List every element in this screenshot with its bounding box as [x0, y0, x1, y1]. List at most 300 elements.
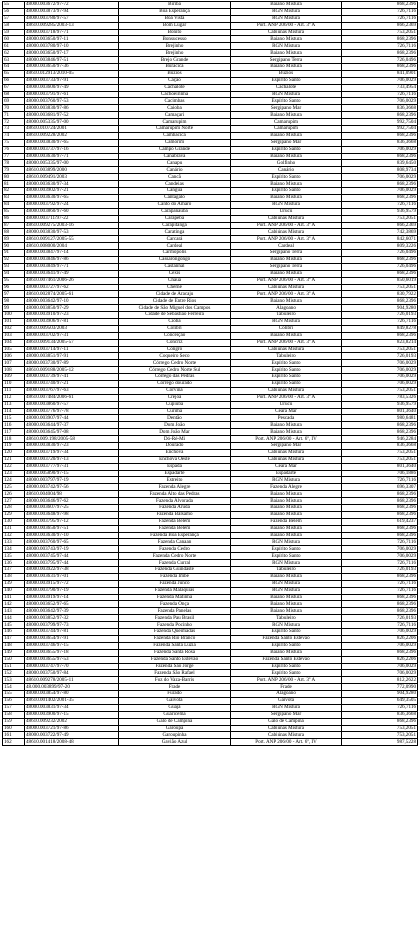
field-name-cell: Dom João Mar: [119, 429, 231, 436]
process-number-cell: 48.000.003899/97-20: [25, 684, 119, 691]
price-value-cell: 753,2051: [342, 387, 418, 394]
reference-stream-cell: Sergipano Terra: [231, 263, 342, 270]
row-number-cell: 141: [3, 594, 25, 601]
field-name-cell: Cidade de Aracaju: [119, 291, 231, 298]
row-number-cell: 117: [3, 429, 25, 436]
field-name-cell: Dom João: [119, 422, 231, 429]
price-value-cell: 868,2396: [342, 532, 418, 539]
reference-stream-cell: Tabuleiro: [231, 615, 342, 622]
price-value-cell: 946,2284: [342, 436, 418, 443]
row-number-cell: 68: [3, 91, 25, 98]
field-name-cell: Candeias: [119, 181, 231, 188]
field-name-cell: Fazenda Bálsamo: [119, 511, 231, 518]
table-row: [3, 284, 418, 291]
reference-stream-cell: Port. ANP 206/00 - Art. 3º A: [231, 277, 342, 284]
process-number-cell: 48000.003900/97-15: [25, 711, 119, 718]
field-name-cell: Garoupinha: [119, 732, 231, 739]
price-value-cell: 936,9579: [342, 401, 418, 408]
process-number-cell: 48000.003641/97-49: [25, 270, 119, 277]
row-number-cell: 86: [3, 215, 25, 222]
field-name-cell: Boa Esperança: [119, 8, 231, 15]
process-number-cell: 48610.003899/2000: [25, 167, 119, 174]
price-value-cell: 706,0029: [342, 629, 418, 636]
process-number-cell: 48610.007484/2006-61: [25, 394, 119, 401]
price-value-cell: 696,3307: [342, 484, 418, 491]
field-name-cell: Cidade de Sebastião Ferreira: [119, 312, 231, 319]
field-name-cell: Fazenda Alegre: [119, 484, 231, 491]
process-number-cell: 48000.003747/97-70: [25, 663, 119, 670]
reference-stream-cell: Cardeal: [231, 243, 342, 250]
process-number-cell: 48000.003767/97-63: [25, 387, 119, 394]
row-number-cell: 111: [3, 387, 25, 394]
reference-stream-cell: Baiano Mistura: [231, 573, 342, 580]
table-row: [3, 229, 418, 236]
row-number-cell: 60: [3, 36, 25, 43]
field-name-cell: Coqueiro Seco: [119, 353, 231, 360]
field-name-cell: Cidade de Entre Rios: [119, 298, 231, 305]
row-number-cell: 115: [3, 415, 25, 422]
table-row: [3, 167, 418, 174]
row-number-cell: 90: [3, 243, 25, 250]
field-name-cell: Dentão: [119, 415, 231, 422]
row-number-cell: 135: [3, 553, 25, 560]
process-number-cell: 48000.003830/97-65: [25, 139, 119, 146]
field-name-cell: Fazenda Onça: [119, 601, 231, 608]
field-name-cell: Cassarongongo: [119, 256, 231, 263]
price-value-cell: 836,3668: [342, 139, 418, 146]
reference-stream-cell: RGN Mistura: [231, 560, 342, 567]
row-number-cell: 78: [3, 160, 25, 167]
price-value-cell: 753,2051: [342, 449, 418, 456]
table-row: [3, 408, 418, 415]
price-value-cell: 726,0496: [342, 263, 418, 270]
row-number-cell: 158: [3, 711, 25, 718]
reference-stream-cell: Baiano Mistura: [231, 422, 342, 429]
reference-stream-cell: Cabiúnas Mistura: [231, 449, 342, 456]
process-number-cell: 48000.003646/97-62: [25, 498, 119, 505]
process-number-cell: 48610.009134/2005-57: [25, 339, 119, 346]
price-value-cell: 823,8214: [342, 339, 418, 346]
row-number-cell: 147: [3, 635, 25, 642]
row-number-cell: 56: [3, 8, 25, 15]
table-row: [3, 298, 418, 305]
reference-stream-cell: Espírito Santo: [231, 146, 342, 153]
table-row: [3, 725, 418, 732]
row-number-cell: 139: [3, 580, 25, 587]
price-value-cell: 801,3640: [342, 463, 418, 470]
price-value-cell: 830,7922: [342, 291, 418, 298]
reference-stream-cell: Baiano Mistura: [231, 601, 342, 608]
table-row: [3, 429, 418, 436]
reference-stream-cell: Baiano Mistura: [231, 491, 342, 498]
table-row: [3, 353, 418, 360]
price-value-cell: 841,0901: [342, 70, 418, 77]
field-name-cell: Fazenda Queimadas: [119, 629, 231, 636]
field-name-cell: Canapu: [119, 160, 231, 167]
process-number-cell: 48610.009232/2002: [25, 718, 119, 725]
process-number-cell: 48610.009188/2005-12: [25, 367, 119, 374]
row-number-cell: 69: [3, 98, 25, 105]
price-value-cell: 726,7116: [342, 560, 418, 567]
process-number-cell: 48000.003797/97-19: [25, 477, 119, 484]
price-value-cell: 836,3668: [342, 711, 418, 718]
row-number-cell: 73: [3, 126, 25, 133]
field-name-cell: Gavião Azul: [119, 739, 231, 746]
table-row: [3, 91, 418, 98]
field-price-table: [2, 1, 418, 746]
price-value-cell: 706,0029: [342, 360, 418, 367]
table-row: [3, 160, 418, 167]
row-number-cell: 100: [3, 312, 25, 319]
reference-stream-cell: Baiano Mistura: [231, 532, 342, 539]
table-row: [3, 546, 418, 553]
process-number-cell: 48000.003792/97-24: [25, 201, 119, 208]
process-number-cell: 48000.005335/97-00: [25, 160, 119, 167]
row-number-cell: 71: [3, 112, 25, 119]
field-name-cell: Cantagalo: [119, 194, 231, 201]
process-number-cell: 48000.003777/97-31: [25, 463, 119, 470]
reference-stream-cell: Tabuleiro: [231, 353, 342, 360]
process-number-cell: 48000.003650/97-11: [25, 36, 119, 43]
price-value-cell: 726,7116: [342, 622, 418, 629]
process-number-cell: 48000.003846/97-51: [25, 57, 119, 64]
reference-stream-cell: Baiano Mistura: [231, 132, 342, 139]
price-value-cell: 726,0193: [342, 353, 418, 360]
field-name-cell: Fazenda Malaquias: [119, 587, 231, 594]
process-number-cell: 48000.003742/97-56: [25, 484, 119, 491]
row-number-cell: 124: [3, 477, 25, 484]
field-name-cell: Córrego Cedro Norte: [119, 360, 231, 367]
field-name-cell: Castanhal: [119, 263, 231, 270]
table-row: [3, 222, 418, 229]
row-number-cell: 96: [3, 284, 25, 291]
process-number-cell: 48000.003852/97-32: [25, 615, 119, 622]
reference-stream-cell: Port. ANP 206/00 - Art. 6º, IV: [231, 436, 342, 443]
field-name-cell: Cardeal: [119, 243, 231, 250]
reference-stream-cell: Ceara Mar: [231, 463, 342, 470]
price-value-cell: 726,7116: [342, 704, 418, 711]
reference-stream-cell: Fazenda Belém: [231, 518, 342, 525]
row-number-cell: 64: [3, 64, 25, 71]
field-name-cell: Cação: [119, 77, 231, 84]
price-value-cell: 706,0029: [342, 367, 418, 374]
field-name-cell: Camarupim: [119, 119, 231, 126]
price-value-cell: 726,7116: [342, 318, 418, 325]
field-name-cell: Enchova: [119, 449, 231, 456]
price-value-cell: 726,0193: [342, 312, 418, 319]
process-number-cell: 48000.003831/97-34: [25, 704, 119, 711]
field-name-cell: Dó-Ré-Mi: [119, 436, 231, 443]
field-name-cell: Fazenda Santo Estevão: [119, 656, 231, 663]
price-value-cell: 753,2051: [342, 725, 418, 732]
process-number-cell: 48000.003650/97-17: [25, 50, 119, 57]
table-row: [3, 670, 418, 677]
field-name-cell: Cambacica: [119, 132, 231, 139]
reference-stream-cell: Espírito Santo: [231, 670, 342, 677]
row-number-cell: 116: [3, 422, 25, 429]
reference-stream-cell: Cachalote: [231, 84, 342, 91]
reference-stream-cell: Espírito Santo: [231, 174, 342, 181]
field-name-cell: Carcará: [119, 236, 231, 243]
reference-stream-cell: RGN Mistura: [231, 318, 342, 325]
reference-stream-cell: RGN Mistura: [231, 580, 342, 587]
table-row: [3, 663, 418, 670]
reference-stream-cell: Cabiúnas Mistura: [231, 29, 342, 36]
process-number-cell: 48610.009285/2003-13: [25, 22, 119, 29]
reference-stream-cell: Espírito Santo: [231, 380, 342, 387]
process-number-cell: 48610.012913/2010-05: [25, 70, 119, 77]
row-number-cell: 109: [3, 374, 25, 381]
row-number-cell: 140: [3, 587, 25, 594]
process-number-cell: 48000.003743/97-19: [25, 546, 119, 553]
field-name-cell: Caioba: [119, 105, 231, 112]
field-name-cell: Fazenda Boa Esperança: [119, 532, 231, 539]
row-number-cell: 79: [3, 167, 25, 174]
reference-stream-cell: Espírito Santo: [231, 663, 342, 670]
field-name-cell: Cacimbas: [119, 98, 231, 105]
field-name-cell: Canto do Amaro: [119, 201, 231, 208]
process-number-cell: 48000.003744/97-81: [25, 629, 119, 636]
price-value-cell: 726,7116: [342, 539, 418, 546]
field-name-cell: Fazenda Pau Brasil: [119, 615, 231, 622]
reference-stream-cell: RGN Mistura: [231, 201, 342, 208]
process-number-cell: 48000.003672/97-72: [25, 2, 119, 9]
reference-stream-cell: Baiano Mistura: [231, 50, 342, 57]
price-value-cell: 649,3505: [342, 697, 418, 704]
field-name-cell: Boa Vista: [119, 15, 231, 22]
process-number-cell: 48000.003846/97-86: [25, 256, 119, 263]
price-value-cell: 726,0193: [342, 567, 418, 574]
field-name-cell: Fazenda Belém: [119, 525, 231, 532]
reference-stream-cell: Espírito Santo: [231, 546, 342, 553]
table-row: [3, 174, 418, 181]
price-value-cell: 706,0029: [342, 98, 418, 105]
price-value-cell: 904,9280: [342, 305, 418, 312]
price-value-cell: 619,4237: [342, 518, 418, 525]
process-number-cell: 48000.003790/97-19: [25, 587, 119, 594]
table-row: [3, 677, 418, 684]
process-number-cell: 48000.003727/97-62: [25, 284, 119, 291]
process-number-cell: 48000.003655/97-18: [25, 649, 119, 656]
row-number-cell: 128: [3, 505, 25, 512]
reference-stream-cell: Baiano Mistura: [231, 332, 342, 339]
field-name-cell: Carapeba: [119, 215, 231, 222]
row-number-cell: 85: [3, 208, 25, 215]
row-number-cell: 144: [3, 615, 25, 622]
field-name-cell: Campo Grande: [119, 146, 231, 153]
field-name-cell: Cioba: [119, 318, 231, 325]
reference-stream-cell: Baiano Mistura: [231, 256, 342, 263]
row-number-cell: 157: [3, 704, 25, 711]
row-number-cell: 91: [3, 250, 25, 257]
price-value-cell: 706,0029: [342, 670, 418, 677]
process-number-cell: 48000.003847/97-14: [25, 250, 119, 257]
reference-stream-cell: Sergipano Mar: [231, 443, 342, 450]
row-number-cell: 125: [3, 484, 25, 491]
field-name-cell: Biriba: [119, 2, 231, 9]
field-name-cell: Corvina: [119, 387, 231, 394]
row-number-cell: 161: [3, 732, 25, 739]
reference-stream-cell: Baiano Mistura: [231, 525, 342, 532]
field-name-cell: Fazenda Santa Luzia: [119, 642, 231, 649]
reference-stream-cell: Cabiúnas Mistura: [231, 456, 342, 463]
price-value-cell: 726,7116: [342, 43, 418, 50]
reference-stream-cell: Canário: [231, 167, 342, 174]
price-value-cell: 868,2396: [342, 256, 418, 263]
reference-stream-cell: Cabiúnas Mistura: [231, 229, 342, 236]
process-number-cell: 48610.009275/2003-16: [25, 222, 119, 229]
row-number-cell: 118: [3, 436, 25, 443]
field-name-cell: Fazenda Rio Branco: [119, 635, 231, 642]
reference-stream-cell: RGN Mistura: [231, 8, 342, 15]
process-number-cell: 48000.003907/97-44: [25, 415, 119, 422]
price-value-cell: 753,2051: [342, 732, 418, 739]
price-value-cell: 868,2396: [342, 50, 418, 57]
field-name-cell: Conceição: [119, 332, 231, 339]
price-value-cell: 868,2396: [342, 608, 418, 615]
reference-stream-cell: Espírito Santo: [231, 553, 342, 560]
price-value-cell: 706,0029: [342, 77, 418, 84]
table-row: [3, 105, 418, 112]
price-value-cell: 706,0029: [342, 374, 418, 381]
reference-stream-cell: RGN Mistura: [231, 43, 342, 50]
table-body: [3, 2, 418, 746]
reference-stream-cell: RGN Mistura: [231, 91, 342, 98]
process-number-cell: 48000.003739/97-41: [25, 374, 119, 381]
row-number-cell: 81: [3, 181, 25, 188]
price-value-cell: 753,2051: [342, 346, 418, 353]
process-number-cell: 48000.003873/97-94: [25, 8, 119, 15]
field-name-cell: Córrego dourado: [119, 380, 231, 387]
field-name-cell: Camorim: [119, 139, 231, 146]
reference-stream-cell: Port. ANP 206/00 - Art. 3º A: [231, 22, 342, 29]
reference-stream-cell: Baiano Mistura: [231, 2, 342, 9]
row-number-cell: 142: [3, 601, 25, 608]
row-number-cell: 136: [3, 560, 25, 567]
field-name-cell: Cidade de São Miguel dos Campos: [119, 305, 231, 312]
field-name-cell: Fazenda Santa Rosa: [119, 649, 231, 656]
table-row: [3, 112, 418, 119]
row-number-cell: 84: [3, 201, 25, 208]
field-name-cell: Camaçari: [119, 112, 231, 119]
process-number-cell: 48000.003645/97-08: [25, 429, 119, 436]
row-number-cell: 87: [3, 222, 25, 229]
process-number-cell: 48000.003711/97-22: [25, 215, 119, 222]
price-value-cell: 753,2051: [342, 284, 418, 291]
process-number-cell: 48610.001402/2001-35: [25, 697, 119, 704]
price-value-cell: 868,2396: [342, 2, 418, 9]
reference-stream-cell: Baiano Mistura: [231, 505, 342, 512]
price-value-cell: 866,2369: [342, 22, 418, 29]
process-number-cell: 48000.003652/97-65: [25, 601, 119, 608]
process-number-cell: 48000.003795/97-44: [25, 560, 119, 567]
row-number-cell: 59: [3, 29, 25, 36]
reference-stream-cell: Baiano Mistura: [231, 194, 342, 201]
row-number-cell: 62: [3, 50, 25, 57]
reference-stream-cell: Cabiúnas Mistura: [231, 284, 342, 291]
field-name-cell: Cachoeirinha: [119, 91, 231, 98]
reference-stream-cell: Port. ANP 206/00 - Art. 3º A: [231, 394, 342, 401]
field-name-cell: Fazenda São Jorge: [119, 663, 231, 670]
reference-stream-cell: Baiano Mistura: [231, 64, 342, 71]
process-number-cell: 48000.003830/97-86: [25, 105, 119, 112]
price-value-cell: 706,0029: [342, 146, 418, 153]
field-name-cell: Carapitanga: [119, 222, 231, 229]
price-value-cell: 726,7116: [342, 201, 418, 208]
field-name-cell: Caratinga: [119, 229, 231, 236]
process-number-cell: 48610.010724/2001: [25, 126, 119, 133]
reference-stream-cell: Espírito Santo: [231, 98, 342, 105]
price-value-cell: 839,6450: [342, 160, 418, 167]
process-number-cell: 48000.003681/97-52: [25, 112, 119, 119]
table-row: [3, 360, 418, 367]
process-number-cell: 48000.003740/97-21: [25, 380, 119, 387]
price-value-cell: 733,4954: [342, 84, 418, 91]
row-number-cell: 110: [3, 380, 25, 387]
reference-stream-cell: Cabiúnas Mistura: [231, 732, 342, 739]
reference-stream-cell: Sergipano Mar: [231, 105, 342, 112]
reference-stream-cell: Baiano Mistura: [231, 429, 342, 436]
field-name-cell: Dourado: [119, 443, 231, 450]
table-row: [3, 291, 418, 298]
row-number-cell: 134: [3, 546, 25, 553]
process-number-cell: 48000.003722/97-49: [25, 732, 119, 739]
table-row: [3, 339, 418, 346]
row-number-cell: 101: [3, 318, 25, 325]
reference-stream-cell: Espadarte: [231, 470, 342, 477]
process-number-cell: 48000.003714/97-11: [25, 346, 119, 353]
field-name-cell: Fazenda Curral: [119, 560, 231, 567]
row-number-cell: 89: [3, 236, 25, 243]
price-value-cell: 849,8278: [342, 325, 418, 332]
reference-stream-cell: Colibri: [231, 325, 342, 332]
process-number-cell: 48000.003600/97-49: [25, 84, 119, 91]
price-value-cell: 868,2396: [342, 298, 418, 305]
price-value-cell: 726,0193: [342, 615, 418, 622]
reference-stream-cell: Galo de Campina: [231, 718, 342, 725]
table-row: [3, 739, 418, 746]
field-name-cell: Guajá: [119, 704, 231, 711]
field-name-cell: Brejinho: [119, 50, 231, 57]
row-number-cell: 70: [3, 105, 25, 112]
reference-stream-cell: Port. ANP 206/00 - Art. 3º A: [231, 222, 342, 229]
process-number-cell: 48000.003854/97-80: [25, 691, 119, 698]
field-name-cell: Fazenda Guindaste: [119, 567, 231, 574]
row-number-cell: 58: [3, 22, 25, 29]
process-number-cell: 48000.003760/97-65: [25, 539, 119, 546]
price-value-cell: 726,0496: [342, 250, 418, 257]
field-name-cell: Garoupa: [119, 725, 231, 732]
reference-stream-cell: Baiano Mistura: [231, 36, 342, 43]
reference-stream-cell: Espírito Santo: [231, 360, 342, 367]
reference-stream-cell: Frade: [231, 684, 342, 691]
reference-stream-cell: Baiano Mistura: [231, 649, 342, 656]
reference-stream-cell: RGN Mistura: [231, 539, 342, 546]
process-number-cell: 48000.003906/97-81: [25, 318, 119, 325]
row-number-cell: 97: [3, 291, 25, 298]
process-number-cell: 48000.003799/97-73: [25, 622, 119, 629]
row-number-cell: 76: [3, 146, 25, 153]
reference-stream-cell: Port. ANP 206/00 - Art. 3º A: [231, 677, 342, 684]
process-number-cell: 48000.003630/97-10: [25, 532, 119, 539]
field-name-cell: Canabrava: [119, 153, 231, 160]
row-number-cell: 74: [3, 132, 25, 139]
price-value-cell: 936,9579: [342, 208, 418, 215]
price-value-cell: 842,6071: [342, 236, 418, 243]
table-row: [3, 470, 418, 477]
field-name-cell: Fazenda Cedro: [119, 546, 231, 553]
table-row: [3, 36, 418, 43]
